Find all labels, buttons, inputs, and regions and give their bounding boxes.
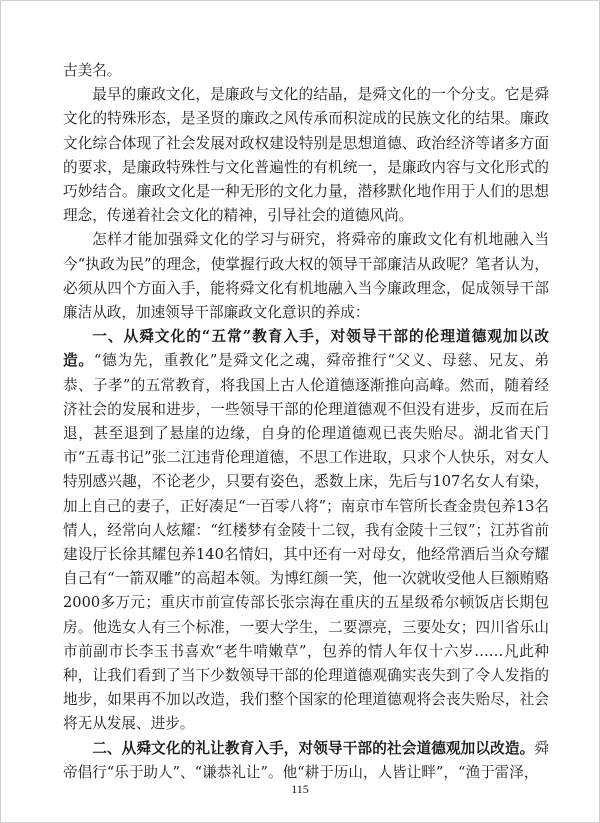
section-heading-one: 一、从舜文化的“五常”教育入手，对领导干部的伦理道德观加以改造。: [63, 328, 549, 370]
paragraph-how-to: [63, 228, 549, 325]
paragraph-text: 古美名。: [63, 62, 122, 79]
paragraph-section-one: [63, 325, 549, 736]
body-text: [63, 59, 549, 785]
section-heading-two: 二、从舜文化的礼让教育入手，对领导干部的社会道德观加以改造。: [92, 739, 535, 757]
paragraph-text: 舜帝倡行“乐于助人”、“谦恭礼让”。他“耕于历山，人皆让畔”，“渔于雷泽，: [63, 739, 549, 781]
paragraph-text: 怎样才能加强舜文化的学习与研究，将舜帝的廉政文化有机地融入当今“执政为民”的理念，使掌握行政大权的领导干部廉洁从政呢？笔者认为，必须从四个方面入手，能将舜文化有机地融入当今廉政理念，促成领导干部廉洁从政，加速领导干部廉政文化意识的养成：: [63, 231, 549, 322]
paragraph-section-two: [63, 737, 549, 785]
paragraph-lianzheng-origin: [63, 83, 549, 228]
paragraph-text: 最早的廉政文化，是廉政与文化的结晶，是舜文化的一个分支。它是舜文化的特殊形态，是圣贤的廉政之风传承而积淀成的民族文化的结果。廉政文化综合体现了社会发展对政权建设特别是思想道德、政治经济等诸多方面的要求，是廉政特殊性与文化普遍性的有机统一，是廉政内容与文化形式的巧妙结合。廉政文化是一种无形的文化力量，潜移默化地作用于人们的思想理念，传递着社会文化的精神，引导社会的道德风尚。: [63, 86, 549, 225]
paragraph-text: “德为先，重教化”是舜文化之魂，舜帝推行“父义、母慈、兄友、弟恭、子孝”的五常教育，将我国上古人伦道德逐渐推向高峰。然而，随着经济社会的发展和进步，一些领导干部的伦理道德观不但没有进步，反而在后退，甚至退到了悬崖的边缘，自身的伦理道德观已丧失贻尽。湖北省天门市“五毒书记”张二江违背伦理道德，不思工作进取，只求个人快乐，对女人特别感兴趣，不论老少，只要有姿色，悉数上床，先后与107名女人有染，加上自己的妻子，正好凑足“一百零八将”；南京市车管所长查金贵包养13名情人，经常向人炫耀：“红楼梦有金陵十二钗，我有金陵十三钗”；江苏省前建设厅长徐其耀包养140名情妇，其中还有一对母女，他经常酒后当众夸耀自己有“一箭双雕”的高超本领。为博红颜一笑，他一次就收受他人巨额贿赂2000多万元；重庆市前宣传部长张宗海在重庆的五星级希尔顿饭店长期包房。他选女人有三个标准，一要大学生，二要漂亮，三要处女；四川省乐山市前副市长李玉书喜欢“老牛啃嫩草”，包养的情人年仅十六岁……凡此种种，让我们看到了当下少数领导干部的伦理道德观确实丧失到了令人发指的地步，如果再不加以改造，我们整个国家的伦理道德观将会丧失贻尽，社会将无从发展、进步。: [63, 352, 549, 733]
page-number: 115: [291, 782, 309, 796]
paragraph-continuation: [63, 59, 549, 83]
